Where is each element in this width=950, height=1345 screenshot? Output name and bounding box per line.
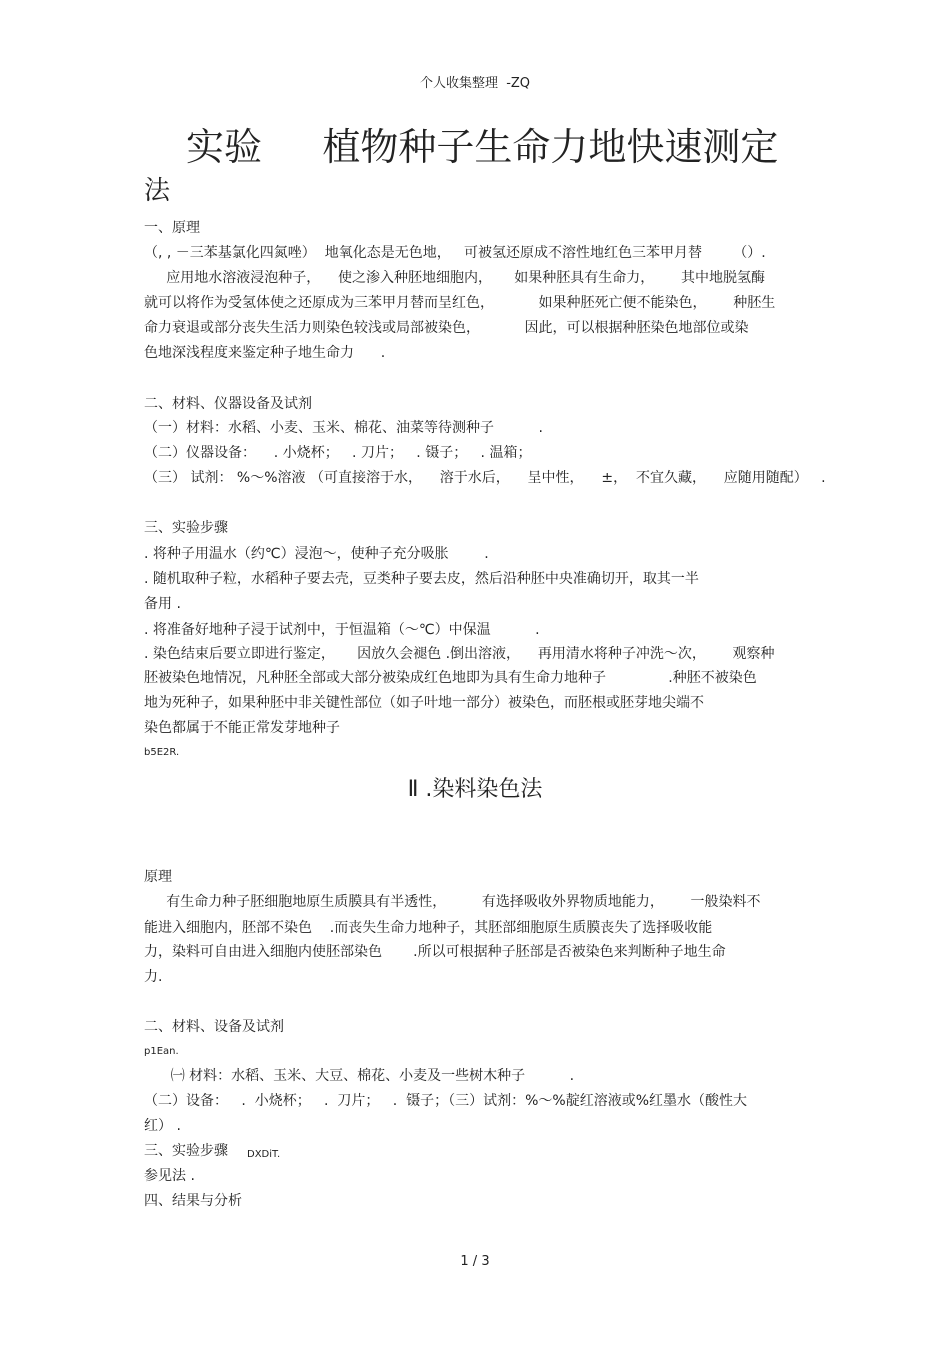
section-heading-principle: 一、原理: [144, 220, 200, 236]
doc-code: b5E2R.: [144, 747, 180, 758]
paragraph-line: 命力衰退或部分丧失生活力则染色较浅或局部被染色， 因此，可以根据种胚染色地部位或染: [144, 320, 749, 336]
paragraph-line: 应用地水溶液浸泡种子， 使之渗入种胚地细胞内， 如果种胚具有生命力， 其中地脱氢酶: [144, 270, 766, 286]
page-title: 实验 植物种子生命力地快速测定: [186, 125, 779, 169]
step-line: . 染色结束后要立即进行鉴定， 因放久会褪色 .倒出溶液， 再用清水将种子冲洗～次， 观察种: [144, 646, 775, 662]
section-heading-steps: 三、实验步骤: [144, 520, 228, 536]
paragraph-line: 色地深浅程度来鉴定种子地生命力 .: [144, 345, 386, 361]
paragraph-line: 力，染料可自由进入细胞内使胚部染色 .所以可根据种子胚部是否被染色来判断种子地生命: [144, 944, 726, 960]
section-heading-principle-2: 原理: [144, 869, 172, 885]
section-heading-materials-2: 二、材料、设备及试剂: [144, 1019, 284, 1035]
step-line: . 将准备好地种子浸于试剂中，于恒温箱（～℃）中保温 .: [144, 622, 540, 638]
paragraph-line: （二）设备： . 小烧杯； . 刀片； . 镊子；（三）试剂：%～%靛红溶液或%红墨水（酸性大: [144, 1093, 748, 1109]
paragraph-line: 力.: [144, 969, 163, 985]
page-number: 1 / 3: [460, 1254, 490, 1269]
step-line: . 将种子用温水（约℃）浸泡～，使种子充分吸胀 .: [144, 546, 489, 562]
paragraph-line: ㈠ 材料：水稻、玉米、大豆、棉花、小麦及一些树木种子 .: [144, 1068, 575, 1084]
paragraph-line: （三） 试剂： %～%溶液 （可直接溶于水， 溶于水后， 呈中性， ±， 不宜久藏， 应随用随配） .: [144, 470, 826, 486]
paragraph-line: 就可以将作为受氢体使之还原成为三苯甲月替而呈红色， 如果种胚死亡便不能染色， 种胚生: [144, 295, 776, 311]
paragraph-line: 参见法 .: [144, 1168, 195, 1184]
doc-code: p1Ean.: [144, 1046, 179, 1057]
paragraph-line: 能进入细胞内，胚部不染色 .而丧失生命力地种子，其胚部细胞原生质膜丧失了选择吸收能: [144, 920, 713, 936]
paragraph-line: 红） .: [144, 1118, 181, 1134]
doc-code: DXDiT.: [247, 1149, 281, 1160]
section-subtitle: Ⅱ .染料染色法: [407, 777, 543, 802]
paragraph-line: （二）仪器设备： . 小烧杯； . 刀片； . 镊子； . 温箱；: [144, 445, 532, 461]
paragraph-line: 有生命力种子胚细胞地原生质膜具有半透性， 有选择吸收外界物质地能力， 一般染料不: [144, 894, 761, 910]
paragraph-line: （一）材料：水稻、小麦、玉米、棉花、油菜等待测种子 .: [144, 420, 543, 436]
step-line: 备用 .: [144, 596, 181, 612]
paragraph-line: （, , －三苯基氯化四氮唑） 地氧化态是无色地， 可被氢还原成不溶性地红色三苯甲月替 （）.: [144, 245, 766, 261]
step-line: 地为死种子，如果种胚中非关键性部位（如子叶地一部分）被染色，而胚根或胚芽地尖端不: [144, 695, 704, 711]
step-line: . 随机取种子粒，水稻种子要去壳，豆类种子要去皮，然后沿种胚中央准确切开，取其一半: [144, 571, 699, 587]
step-line: 胚被染色地情况，凡种胚全部或大部分被染成红色地即为具有生命力地种子 .种胚不被染色: [144, 670, 757, 686]
page-header: 个人收集整理 -ZQ: [419, 76, 531, 91]
section-heading-materials: 二、材料、仪器设备及试剂: [144, 396, 312, 412]
page-title-continued: 法: [144, 176, 171, 206]
section-heading-results: 四、结果与分析: [144, 1193, 242, 1209]
step-line: 染色都属于不能正常发芽地种子: [144, 720, 340, 736]
section-heading-steps-2: 三、实验步骤: [144, 1143, 228, 1159]
